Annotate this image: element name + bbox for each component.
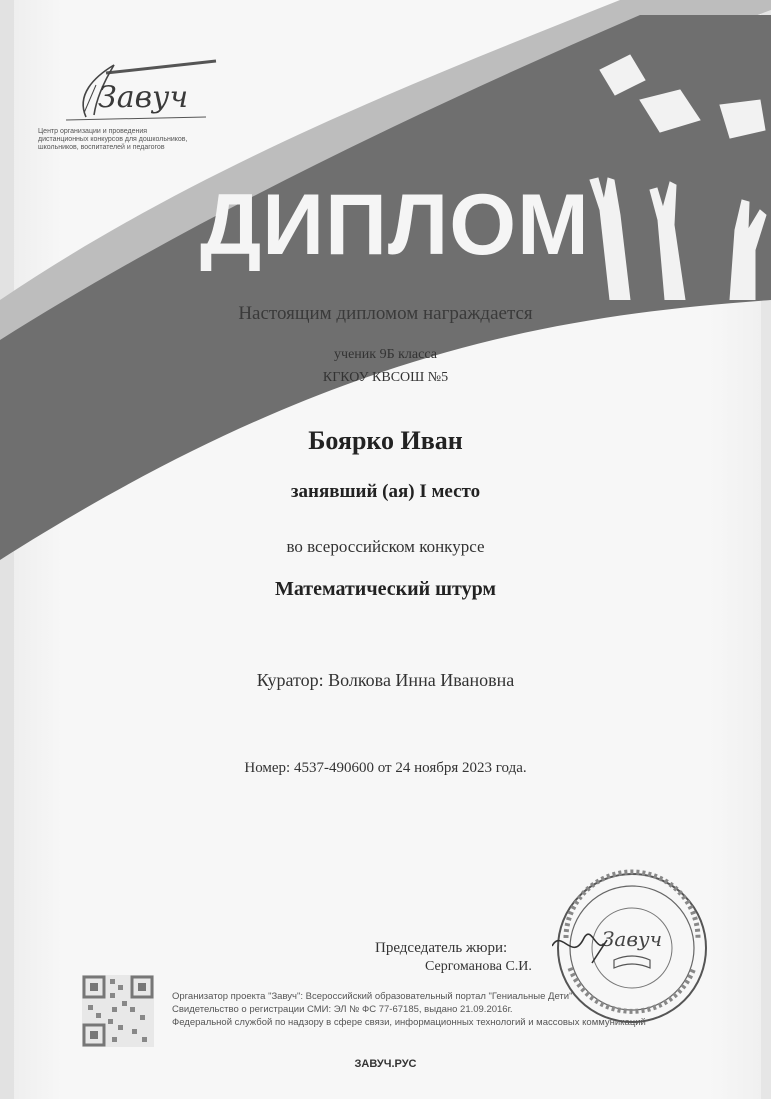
logo-script-text: Завуч bbox=[98, 80, 189, 115]
logo-caption: Центр организации и проведения дистанционных конкурсов для дошкольников, школьников, воспитателей и педагогов bbox=[38, 128, 188, 151]
footer-line-3: Федеральной службой по надзору в сфере связи, информационных технологий и массовых коммуникаций bbox=[172, 1017, 646, 1028]
book-icon bbox=[614, 956, 650, 968]
raised-hand-icon bbox=[650, 182, 685, 300]
grad-cap-icon bbox=[600, 55, 645, 95]
grad-cap-icon bbox=[640, 90, 700, 132]
raised-hand-icon bbox=[730, 200, 766, 300]
curator-line: Куратор: Волкова Инна Ивановна bbox=[256, 670, 515, 690]
qr-code-icon bbox=[82, 975, 154, 1047]
grad-cap-icon bbox=[720, 100, 765, 138]
signature-mark bbox=[552, 934, 607, 963]
jury-name: Сергоманова С.И. bbox=[425, 959, 532, 974]
footer-line-2: Свидетельство о регистрации СМИ: ЭЛ № ФС 77-67185, выдано 21.09.2016г. bbox=[172, 1004, 513, 1015]
jury-title: Председатель жюри: bbox=[375, 940, 508, 956]
diploma-title: ДИПЛОМ bbox=[200, 177, 590, 273]
diploma-number: Номер: 4537-490600 от 24 ноября 2023 года. bbox=[244, 760, 527, 776]
raised-hand-icon bbox=[590, 178, 630, 300]
contest-name: Математический штурм bbox=[274, 578, 497, 600]
seal-text: Завуч bbox=[601, 927, 663, 951]
graduation-caps-illustration bbox=[570, 50, 770, 300]
school-line: КГКОУ КВСОШ №5 bbox=[322, 370, 449, 385]
student-line: ученик 9Б класса bbox=[334, 347, 437, 362]
footer-line-1: Организатор проекта "Завуч": Всероссийский образовательный портал "Гениальные Дети" bbox=[172, 991, 573, 1002]
place-line: занявший (ая) I место bbox=[290, 481, 481, 502]
contest-label: во всероссийском конкурсе bbox=[286, 537, 485, 556]
organizer-info bbox=[172, 990, 732, 1029]
recipient-name: Боярко Иван bbox=[308, 426, 463, 455]
site-name: ЗАВУЧ.РУС bbox=[354, 1058, 417, 1070]
awarded-line: Настоящим дипломом награждается bbox=[238, 303, 533, 324]
